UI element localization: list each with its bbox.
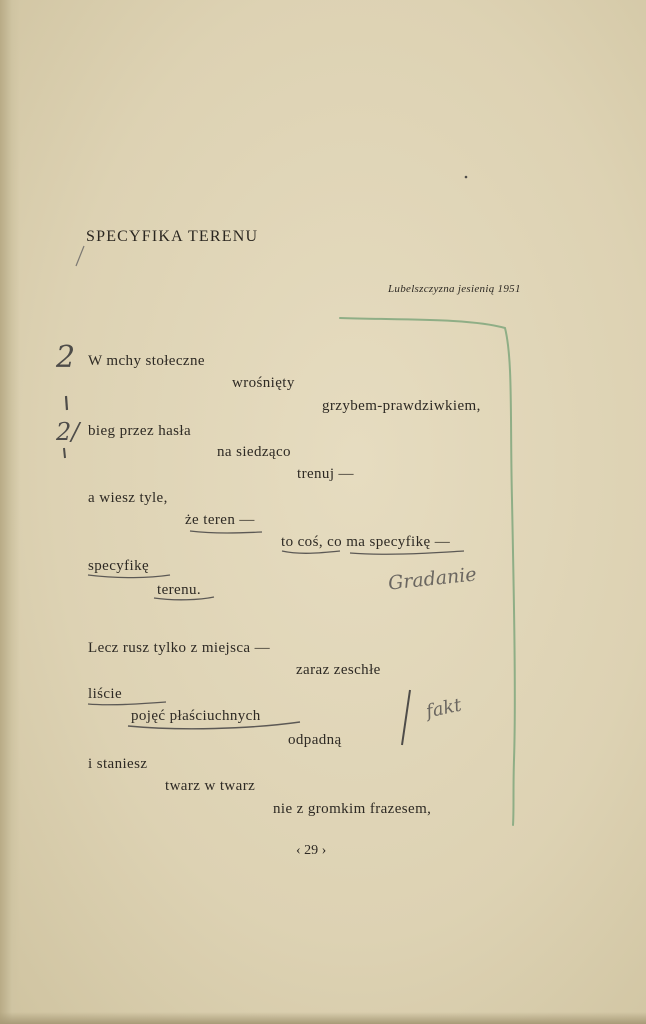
margin-tick-mark [64, 448, 65, 458]
poem-line: trenuj — [297, 466, 354, 482]
underline-to-cos [282, 551, 464, 554]
underline-pojec [128, 722, 300, 729]
page-number: ‹ 29 › [296, 843, 327, 858]
poem-dateline: Lubelszczyzna jesienią 1951 [388, 283, 521, 295]
poem-line: terenu. [157, 582, 202, 598]
poem-line: bieg przez hasła [88, 423, 192, 439]
poem-line: zaraz zeschłe [296, 662, 381, 678]
poem-line: na siedząco [217, 444, 291, 460]
poem-line: pojęć płaściuchnych [131, 708, 261, 724]
poem-line: że teren — [185, 512, 255, 528]
pencil-vertical-mark [402, 690, 410, 745]
margin-number-bottom: 2/ [56, 418, 80, 446]
poem-line: wrośnięty [232, 375, 295, 391]
underline-liscie [88, 702, 166, 705]
poem-line: a wiesz tyle, [88, 490, 168, 506]
poem-line: Lecz rusz tylko z miejsca — [88, 640, 270, 656]
poem-title: SPECYFIKA TERENU [86, 228, 259, 245]
poem-line: W mchy stołeczne [88, 353, 205, 369]
underline-specyfike [88, 575, 170, 578]
poem-line: twarz w twarz [165, 778, 256, 794]
poem-line: specyfikę [88, 558, 150, 574]
poem-line: liście [88, 686, 123, 702]
poem-line: grzybem-prawdziwkiem, [322, 398, 481, 414]
handwritten-note-gradanie: Gradanie [387, 563, 478, 595]
pencil-dot [465, 176, 468, 179]
handwritten-note-fakt: fakt [424, 694, 464, 723]
poem-line: nie z gromkim frazesem, [273, 801, 432, 817]
margin-tick-mark [66, 396, 67, 410]
underline-ze-teren [190, 531, 262, 533]
underline-terenu [154, 597, 214, 600]
poem-line: i staniesz [88, 756, 148, 772]
poem-line: odpadną [288, 732, 342, 748]
poem-line: to coś, co ma specyfikę — [281, 534, 451, 550]
green-pencil-bracket [340, 318, 515, 825]
margin-number-top: 2 [56, 340, 76, 375]
pencil-slash-mark [76, 246, 84, 266]
